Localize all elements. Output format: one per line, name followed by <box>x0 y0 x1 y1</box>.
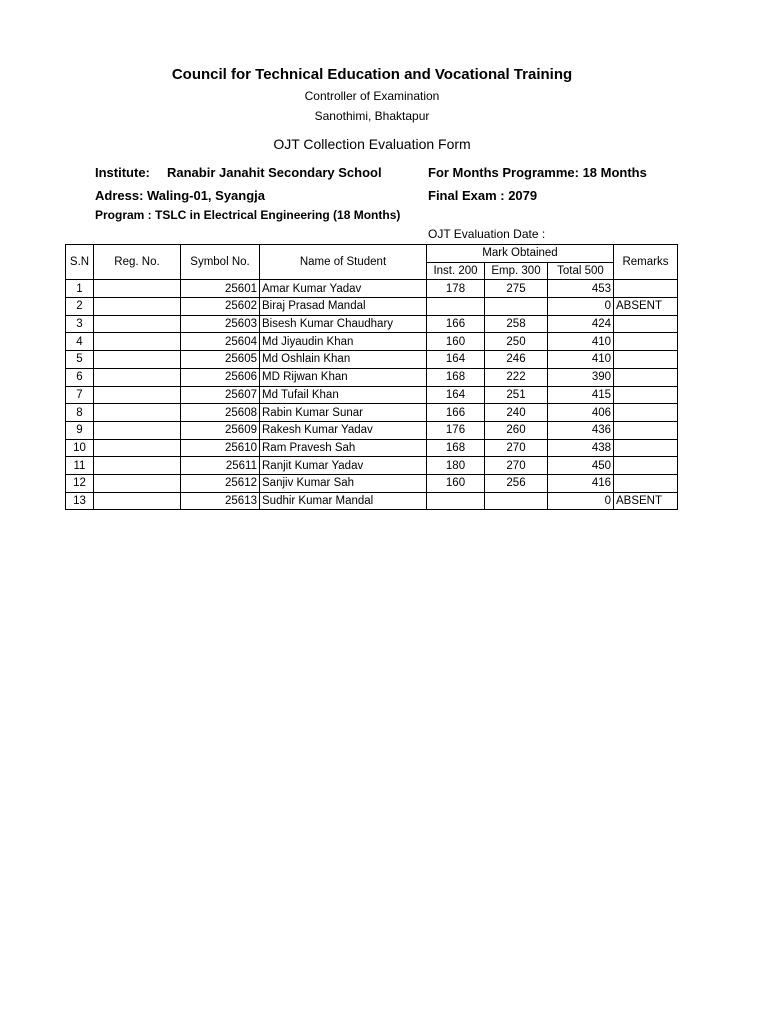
cell-remarks <box>614 315 678 333</box>
cell-sn: 11 <box>66 457 94 475</box>
cell-reg-no <box>94 315 181 333</box>
cell-emp-marks: 270 <box>485 439 548 457</box>
cell-remarks <box>614 457 678 475</box>
cell-total-marks: 416 <box>548 474 614 492</box>
table-row <box>66 439 678 457</box>
cell-symbol-no: 25610 <box>181 439 260 457</box>
cell-symbol-no: 25607 <box>181 386 260 404</box>
table-row <box>66 315 678 333</box>
cell-inst-marks: 168 <box>427 439 485 457</box>
cell-total-marks: 410 <box>548 351 614 369</box>
cell-total-marks: 0 <box>548 298 614 316</box>
cell-sn: 3 <box>66 315 94 333</box>
table-row <box>66 474 678 492</box>
table-row <box>66 280 678 298</box>
location-subtitle: Sanothimi, Bhaktapur <box>314 109 430 123</box>
cell-total-marks: 450 <box>548 457 614 475</box>
months-programme: For Months Programme: 18 Months <box>428 165 647 180</box>
cell-sn: 12 <box>66 474 94 492</box>
cell-emp-marks: 270 <box>485 457 548 475</box>
cell-remarks <box>614 474 678 492</box>
cell-reg-no <box>94 439 181 457</box>
cell-total-marks: 436 <box>548 421 614 439</box>
cell-student-name: Md Oshlain Khan <box>260 351 427 369</box>
cell-remarks <box>614 351 678 369</box>
cell-student-name: Md Jiyaudin Khan <box>260 333 427 351</box>
cell-symbol-no: 25604 <box>181 333 260 351</box>
cell-symbol-no: 25603 <box>181 315 260 333</box>
cell-emp-marks: 258 <box>485 315 548 333</box>
cell-inst-marks: 180 <box>427 457 485 475</box>
cell-emp-marks <box>485 298 548 316</box>
cell-remarks <box>614 333 678 351</box>
header-total: Total 500 <box>548 262 614 280</box>
council-title: Council for Technical Education and Vocational Training <box>171 66 573 83</box>
cell-inst-marks: 178 <box>427 280 485 298</box>
cell-reg-no <box>94 457 181 475</box>
cell-sn: 7 <box>66 386 94 404</box>
cell-inst-marks: 168 <box>427 368 485 386</box>
cell-reg-no <box>94 333 181 351</box>
cell-emp-marks: 246 <box>485 351 548 369</box>
cell-emp-marks: 222 <box>485 368 548 386</box>
form-title: OJT Collection Evaluation Form <box>273 136 471 152</box>
cell-remarks <box>614 368 678 386</box>
cell-reg-no <box>94 421 181 439</box>
cell-reg-no <box>94 386 181 404</box>
cell-student-name: Ranjit Kumar Yadav <box>260 457 427 475</box>
cell-reg-no <box>94 351 181 369</box>
cell-symbol-no: 25601 <box>181 280 260 298</box>
cell-emp-marks: 251 <box>485 386 548 404</box>
cell-reg-no <box>94 368 181 386</box>
cell-symbol-no: 25605 <box>181 351 260 369</box>
header-mark-obtained: Mark Obtained <box>427 245 614 263</box>
table-row <box>66 404 678 422</box>
cell-remarks: ABSENT <box>614 492 678 510</box>
cell-sn: 9 <box>66 421 94 439</box>
cell-student-name: Biraj Prasad Mandal <box>260 298 427 316</box>
cell-inst-marks: 164 <box>427 351 485 369</box>
table-row <box>66 421 678 439</box>
cell-inst-marks: 164 <box>427 386 485 404</box>
cell-emp-marks: 260 <box>485 421 548 439</box>
cell-reg-no <box>94 492 181 510</box>
cell-remarks <box>614 386 678 404</box>
institute-label: Institute: <box>95 165 150 180</box>
cell-inst-marks: 160 <box>427 333 485 351</box>
cell-emp-marks: 240 <box>485 404 548 422</box>
cell-total-marks: 415 <box>548 386 614 404</box>
final-exam: Final Exam : 2079 <box>428 188 538 203</box>
cell-remarks <box>614 439 678 457</box>
cell-total-marks: 406 <box>548 404 614 422</box>
cell-remarks: ABSENT <box>614 298 678 316</box>
cell-reg-no <box>94 404 181 422</box>
evaluation-date: OJT Evaluation Date : <box>428 227 546 241</box>
header-reg-no: Reg. No. <box>94 245 181 280</box>
cell-inst-marks <box>427 298 485 316</box>
cell-inst-marks: 166 <box>427 315 485 333</box>
cell-total-marks: 438 <box>548 439 614 457</box>
cell-reg-no <box>94 298 181 316</box>
header-emp: Emp. 300 <box>485 262 548 280</box>
cell-symbol-no: 25608 <box>181 404 260 422</box>
address: Adress: Waling-01, Syangja <box>95 188 266 203</box>
cell-student-name: MD Rijwan Khan <box>260 368 427 386</box>
cell-total-marks: 453 <box>548 280 614 298</box>
cell-student-name: Rakesh Kumar Yadav <box>260 421 427 439</box>
table-row <box>66 298 678 316</box>
cell-inst-marks: 176 <box>427 421 485 439</box>
evaluation-table <box>65 244 678 510</box>
cell-sn: 8 <box>66 404 94 422</box>
cell-symbol-no: 25606 <box>181 368 260 386</box>
cell-student-name: Md Tufail Khan <box>260 386 427 404</box>
cell-remarks <box>614 280 678 298</box>
cell-symbol-no: 25602 <box>181 298 260 316</box>
cell-sn: 1 <box>66 280 94 298</box>
table-row <box>66 457 678 475</box>
cell-student-name: Sudhir Kumar Mandal <box>260 492 427 510</box>
table-row <box>66 351 678 369</box>
cell-student-name: Bisesh Kumar Chaudhary <box>260 315 427 333</box>
header-inst: Inst. 200 <box>427 262 485 280</box>
cell-total-marks: 0 <box>548 492 614 510</box>
cell-sn: 6 <box>66 368 94 386</box>
cell-symbol-no: 25611 <box>181 457 260 475</box>
cell-sn: 13 <box>66 492 94 510</box>
cell-sn: 2 <box>66 298 94 316</box>
cell-inst-marks <box>427 492 485 510</box>
cell-total-marks: 390 <box>548 368 614 386</box>
cell-emp-marks <box>485 492 548 510</box>
cell-symbol-no: 25609 <box>181 421 260 439</box>
cell-sn: 5 <box>66 351 94 369</box>
header-row-1 <box>66 245 678 263</box>
cell-student-name: Rabin Kumar Sunar <box>260 404 427 422</box>
cell-total-marks: 410 <box>548 333 614 351</box>
cell-emp-marks: 250 <box>485 333 548 351</box>
cell-total-marks: 424 <box>548 315 614 333</box>
cell-symbol-no: 25613 <box>181 492 260 510</box>
controller-subtitle: Controller of Examination <box>304 89 440 103</box>
header-sn: S.N <box>66 245 94 280</box>
table-row <box>66 368 678 386</box>
cell-emp-marks: 275 <box>485 280 548 298</box>
table-row <box>66 333 678 351</box>
cell-student-name: Ram Pravesh Sah <box>260 439 427 457</box>
header-symbol-no: Symbol No. <box>181 245 260 280</box>
cell-reg-no <box>94 474 181 492</box>
cell-inst-marks: 160 <box>427 474 485 492</box>
institute-value: Ranabir Janahit Secondary School <box>167 165 382 180</box>
cell-reg-no <box>94 280 181 298</box>
cell-remarks <box>614 421 678 439</box>
cell-symbol-no: 25612 <box>181 474 260 492</box>
header-remarks: Remarks <box>614 245 678 280</box>
header-name: Name of Student <box>260 245 427 280</box>
cell-inst-marks: 166 <box>427 404 485 422</box>
cell-emp-marks: 256 <box>485 474 548 492</box>
table-row <box>66 386 678 404</box>
cell-remarks <box>614 404 678 422</box>
cell-student-name: Amar Kumar Yadav <box>260 280 427 298</box>
cell-student-name: Sanjiv Kumar Sah <box>260 474 427 492</box>
program: Program : TSLC in Electrical Engineering (18 Months) <box>95 208 401 222</box>
cell-sn: 10 <box>66 439 94 457</box>
table-row <box>66 492 678 510</box>
cell-sn: 4 <box>66 333 94 351</box>
